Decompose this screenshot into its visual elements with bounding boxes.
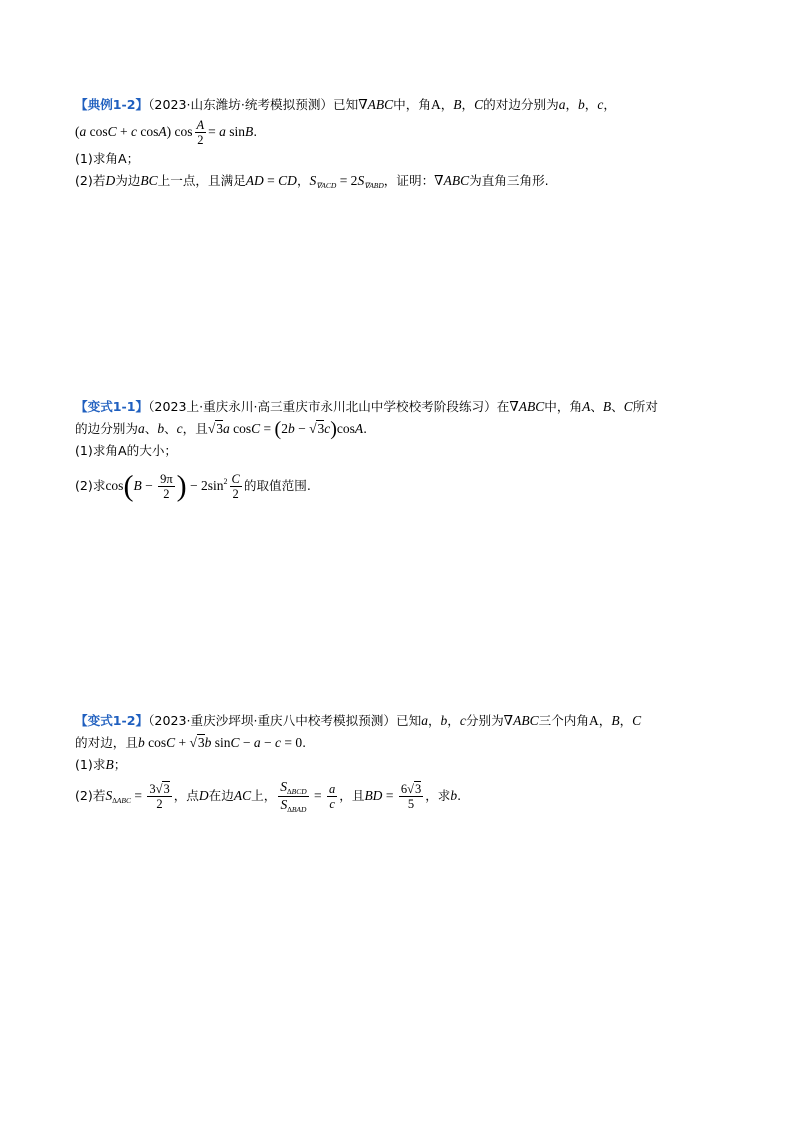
stem-text: 已知 xyxy=(396,713,422,728)
q-text: (2)若 xyxy=(75,788,106,803)
problem-tag: 【典例1-2】 xyxy=(75,97,149,112)
problem-1-line-1: 【典例1-2】（2023·山东潍坊·统考模拟预测）已知∇ABC中，角A，B，C的对边分别为a，b，c， xyxy=(75,97,616,112)
q-text: ，求 xyxy=(425,788,451,803)
problem-tag: 【变式1-1】 xyxy=(75,399,149,414)
q-text: 为边 xyxy=(115,173,141,188)
problem-source: （2023·山东潍坊·统考模拟预测） xyxy=(148,97,334,112)
stem-text: 在 xyxy=(496,399,510,414)
problem-tag: 【变式1-2】 xyxy=(75,713,149,728)
q-text: 的取值范围. xyxy=(243,478,311,493)
stem-text: 的对边，且 xyxy=(75,735,138,750)
stem-text: 已知 xyxy=(333,97,359,112)
stem-text: 中，角 xyxy=(393,97,431,112)
problem-1-question-2: (2)若D为边BC上一点，且满足AD = CD，$S_{\nabla ACD} = 2S_{\nabla ABD}$，证明：∇ABC为直角三角形. xyxy=(75,173,549,190)
stem-text: 中，角 xyxy=(544,399,583,414)
problem-2-question-2: (2)求cos(B − $\frac{9\pi}{2}$ ) − $2\sin^2$ $\frac{C}{2}$ 的取值范围. xyxy=(75,469,311,503)
stem-text: 的边分别为 xyxy=(75,421,138,436)
problem-2-line-1: 【变式1-1】（2023上·重庆永川·高三重庆市永川北山中学校校考阶段练习）在∇ABC中，角A、B、C所对 xyxy=(75,399,658,414)
q-text: 在边 xyxy=(208,788,234,803)
problem-2-line-2: 的边分别为a、b、c，且√3a cosC = (2b − √3c)cosA. xyxy=(75,418,368,440)
stem-text: ，且 xyxy=(182,421,208,436)
q-text: 上， xyxy=(251,788,277,803)
problem-variant-1-1 xyxy=(75,396,725,506)
q-text: (2)求 xyxy=(75,478,106,493)
problem-variant-1-2 xyxy=(75,710,725,821)
problem-3-question-1: (1)求B； xyxy=(75,757,127,772)
problem-source: （2023·重庆沙坪坝·重庆八中校考模拟预测） xyxy=(148,713,396,728)
stem-text: 的对边分别为 xyxy=(483,97,559,112)
problem-example-1-2 xyxy=(75,94,725,197)
problem-3-line-2: 的对边，且b cosC + √3b sinC − a − c = 0. xyxy=(75,735,307,750)
q-text: 为直角三角形. xyxy=(469,173,549,188)
problem-1-equation: (a cosC + c cosA) cos $\frac{A}{2}$ = a sinB. xyxy=(75,117,258,147)
stem-text: 所对 xyxy=(632,399,658,414)
problem-1-question-1: (1)求角A； xyxy=(75,151,140,166)
problem-2-question-1: (1)求角A的大小； xyxy=(75,443,178,458)
problem-3-question-2: (2)若$S_{\Delta ABC}$ = $\frac{3√3}{2}$ ，点D在边AC上， $\frac{S_{\Delta BCD}}{S_{\Delta BAD}}$ = $\frac{a}{c}$ ，且BD = $\frac{6√3}{5}$ ，求b. xyxy=(75,778,462,814)
problem-3-line-1: 【变式1-2】（2023·重庆沙坪坝·重庆八中校考模拟预测）已知a，b，c分别为∇ABC三个内角A，B，C xyxy=(75,713,642,728)
q-text: ，证明： xyxy=(383,173,435,188)
q-text: (1)求 xyxy=(75,757,106,772)
q-text: 上一点，且满足 xyxy=(157,173,246,188)
stem-text: 三个内角 xyxy=(538,713,589,728)
q-text: ，点 xyxy=(173,788,199,803)
stem-text: 分别为 xyxy=(465,713,504,728)
problem-source: （2023上·重庆永川·高三重庆市永川北山中学校校考阶段练习） xyxy=(148,399,497,414)
q-text: ，且 xyxy=(339,788,365,803)
q-text: (2)若 xyxy=(75,173,106,188)
